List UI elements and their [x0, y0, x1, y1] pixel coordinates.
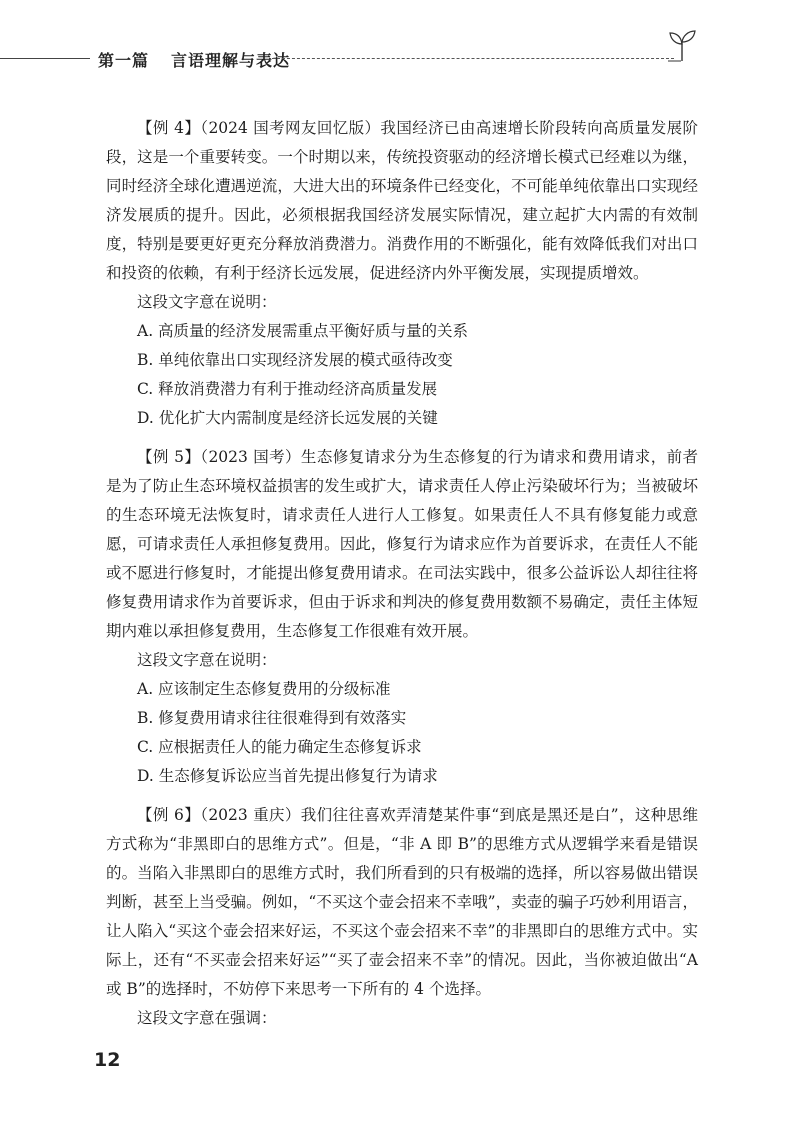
question-tag: 【例 5】 — [137, 448, 201, 466]
option-c: C. 应根据责任人的能力确定生态修复诉求 — [137, 738, 422, 756]
question-example-4 — [106, 114, 698, 433]
option-a: A. 应该制定生态修复费用的分级标准 — [137, 680, 391, 698]
header-chapter-label: 言语理解与表达 — [171, 51, 291, 70]
question-source: （2023 国考） — [200, 448, 301, 466]
sprout-icon — [668, 28, 696, 62]
option-d: D. 优化扩大内需制度是经济长远发展的关键 — [137, 409, 438, 427]
header-rule-left — [0, 58, 90, 59]
question-stem — [106, 114, 698, 288]
header-title — [98, 48, 290, 71]
page-content — [106, 114, 698, 1043]
option-a: A. 高质量的经济发展需重点平衡好质与量的关系 — [137, 322, 469, 340]
question-source: （2024 国考网友回忆版） — [200, 119, 381, 137]
option-d: D. 生态修复诉讼应当首先提出修复行为请求 — [137, 767, 438, 785]
question-prompt: 这段文字意在说明： — [137, 651, 277, 669]
question-body: 我们往往喜欢弄清楚某件事“到底是黑还是白”，这种思维方式称为“非黑即白的思维方式”。但是，“非 A 即 B”的思维方式从逻辑学来看是错误的。当陷入非黑即白的思维方式时，我们所看到的只有极端的选择，所以容易做出错误判断，甚至上当受骗。例如，“不买这个壶会招来不幸哦”，卖壶的骗子巧妙利用语言，让人陷入“买这个壶会招来好运，不买这个壶会招来不幸”的非黑即白的思维方式中。实际上，还有“不买壶会招来好运”“买了壶会招来不幸”的情况。因此，当你被迫做出“A 或 B”的选择时，不妨停下来思考一下所有的 4 个选择。 — [106, 806, 698, 998]
question-prompt: 这段文字意在说明： — [137, 293, 277, 311]
question-example-6 — [106, 801, 698, 1033]
question-prompt: 这段文字意在强调： — [137, 1009, 277, 1027]
question-stem — [106, 443, 698, 646]
question-example-5 — [106, 443, 698, 791]
header-part-label: 第一篇 — [98, 51, 150, 70]
header-rule-right — [272, 58, 674, 59]
option-c: C. 释放消费潜力有利于推动经济高质量发展 — [137, 380, 438, 398]
question-source: （2023 重庆） — [200, 806, 301, 824]
option-b: B. 修复费用请求往往很难得到有效落实 — [137, 709, 407, 727]
question-tag: 【例 6】 — [137, 806, 201, 824]
option-list — [106, 317, 698, 433]
option-list — [106, 675, 698, 791]
running-header — [0, 40, 800, 80]
page-number: 12 — [94, 1049, 121, 1071]
question-stem — [106, 801, 698, 1004]
question-tag: 【例 4】 — [137, 119, 201, 137]
option-b: B. 单纯依靠出口实现经济发展的模式亟待改变 — [137, 351, 453, 369]
question-body: 我国经济已由高速增长阶段转向高质量发展阶段，这是一个重要转变。一个时期以来，传统投资驱动的经济增长模式已经难以为继，同时经济全球化遭遇逆流，大进大出的环境条件已经变化，不可能单纯依靠出口实现经济发展质的提升。因此，必须根据我国经济发展实际情况，建立起扩大内需的有效制度，特别是要更好更充分释放消费潜力。消费作用的不断强化，能有效降低我们对出口和投资的依赖，有利于经济长远发展，促进经济内外平衡发展，实现提质增效。 — [106, 119, 699, 282]
question-body: 生态修复请求分为生态修复的行为请求和费用请求，前者是为了防止生态环境权益损害的发生或扩大，请求责任人停止污染破坏行为；当被破坏的生态环境无法恢复时，请求责任人进行人工修复。如果责任人不具有修复能力或意愿，可请求责任人承担修复费用。因此，修复行为请求应作为首要诉求，在责任人不能或不愿进行修复时，才能提出修复费用请求。在司法实践中，很多公益诉讼人却往往将修复费用请求作为首要诉求，但由于诉求和判决的修复费用数额不易确定，责任主体短期内难以承担修复费用，生态修复工作很难有效开展。 — [106, 448, 698, 640]
